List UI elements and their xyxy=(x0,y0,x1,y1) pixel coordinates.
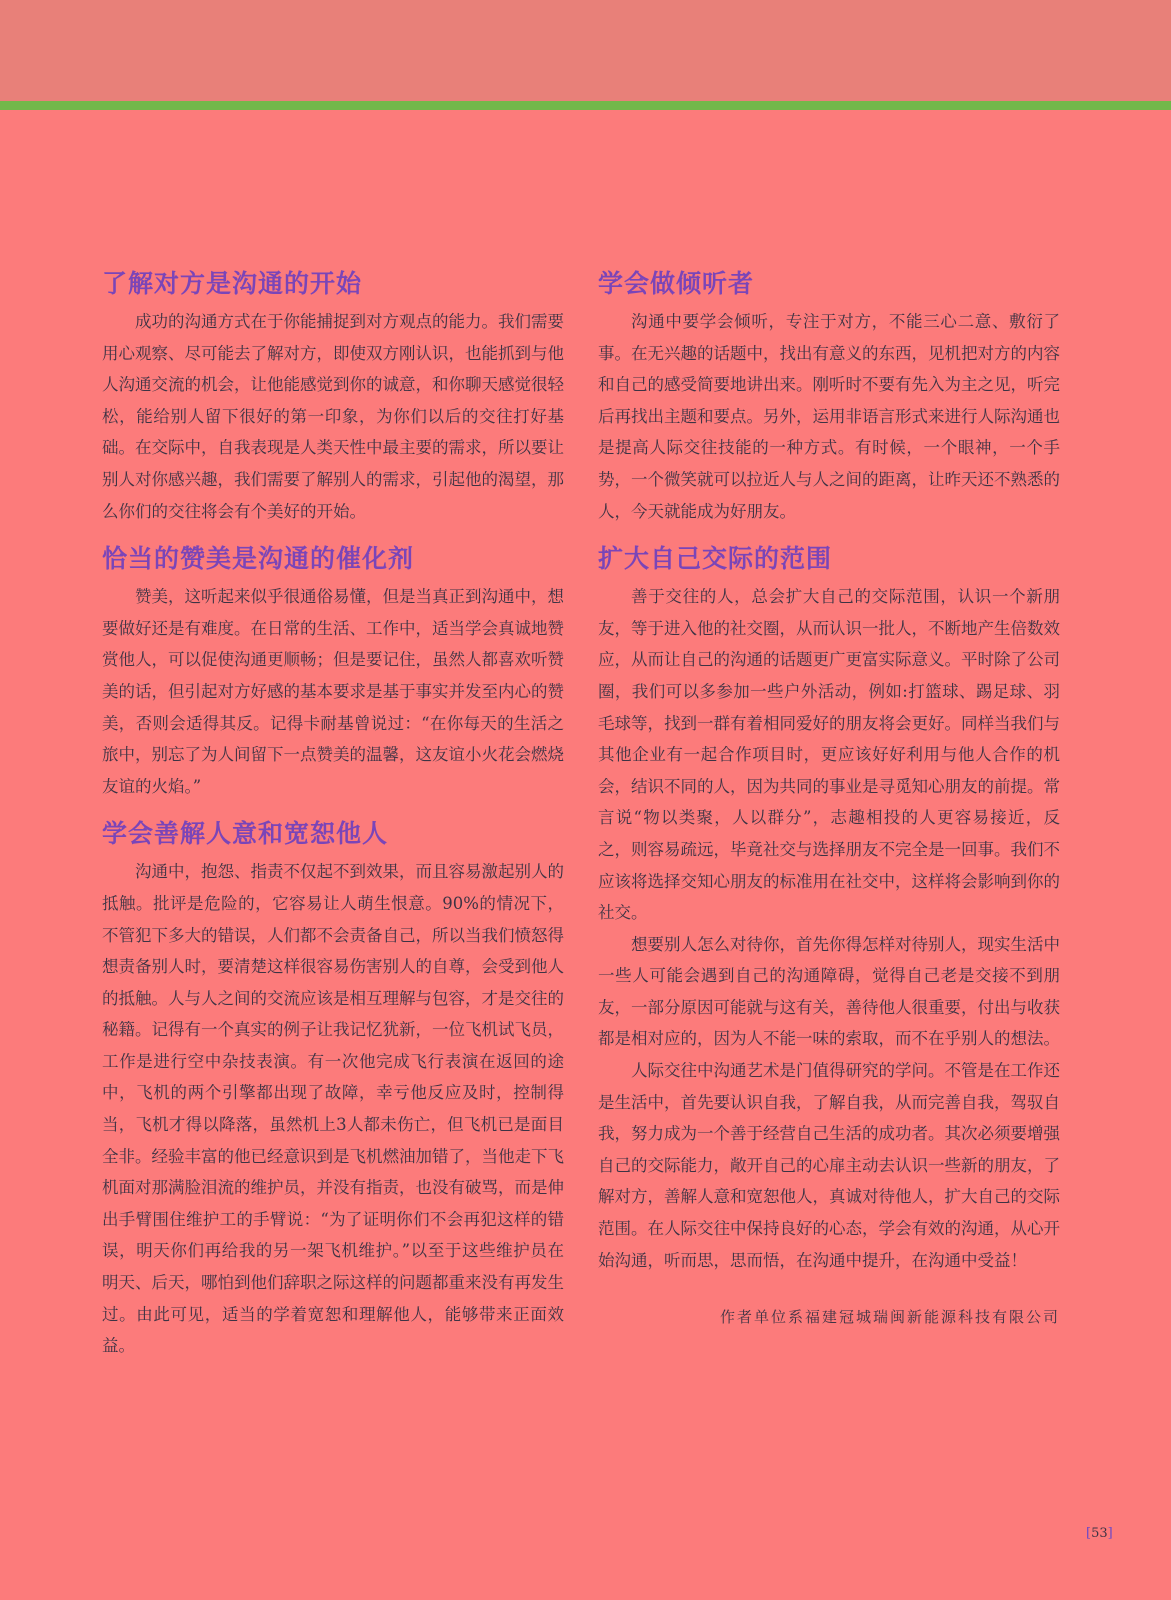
page-number xyxy=(1086,1526,1113,1541)
section-paragraph: 成功的沟通方式在于你能捕捉到对方观点的能力。我们需要用心观察、尽可能去了解对方，即使双方刚认识，也能抓到与他人沟通交流的机会，让他能感觉到你的诚意，和你聊天感觉很轻松，能给别人留下很好的第一印象，为你们以后的交往打好基础。在交际中，自我表现是人类天性中最主要的需求，所以要让别人对你感兴趣，我们需要了解别人的需求，引起他的渴望，那么你们的交往将会有个美好的开始。 xyxy=(102,312,564,521)
header-rule xyxy=(0,101,1171,110)
section-heading: 扩大自己交际的范围 xyxy=(598,544,833,574)
section-heading: 了解对方是沟通的开始 xyxy=(102,269,363,298)
page-number-bracket-right: ] xyxy=(1107,1526,1113,1541)
section-paragraph: 想要别人怎么对待你，首先你得怎样对待别人，现实生活中一些人可能会遇到自己的沟通障碍，觉得自己老是交接不到朋友，一部分原因可能就与这有关，善待他人很重要，付出与收获都是相对应的，因为人不能一味的索取，而不在乎别人的想法。 xyxy=(598,934,1060,1049)
page-number-value: 53 xyxy=(1091,1526,1108,1541)
section-heading: 恰当的赞美是沟通的催化剂 xyxy=(102,544,415,574)
left-column xyxy=(102,266,564,1376)
section-paragraph: 人际交往中沟通艺术是门值得研究的学问。不管是在工作还是生活中，首先要认识自我，了解自我，从而完善自我，驾驭自我，努力成为一个善于经营自己生活的成功者。其次必须要增强自己的交际能力，敞开自己的心扉主动去认识一些新的朋友，了解对方，善解人意和宽恕他人，真诚对待他人，扩大自己的交际范围。在人际交往中保持良好的心态，学会有效的沟通，从心开始沟通，听而思，思而悟，在沟通中提升，在沟通中受益！ xyxy=(598,1061,1060,1270)
section-paragraph: 沟通中，抱怨、指责不仅起不到效果，而且容易激起别人的抵触。批评是危险的，它容易让人萌生恨意。90%的情况下，不管犯下多大的错误，人们都不会责备自己，所以当我们愤怒得想责备别人时，要清楚这样很容易伤害别人的自尊，会受到他人的抵触。人与人之间的交流应该是相互理解与包容，才是交往的秘籍。记得有一个真实的例子让我记忆犹新，一位飞机试飞员，工作是进行空中杂技表演。有一次他完成飞行表演在返回的途中，飞机的两个引擎都出现了故障，幸亏他反应及时，控制得当，飞机才得以降落，虽然机上3人都未伤亡，但飞机已是面目全非。经验丰富的他已经意识到是飞机燃油加错了，当他走下飞机面对那满脸泪流的维护员，并没有指责，也没有破骂，而是伸出手臂围住维护工的手臂说：“为了证明你们不会再犯这样的错误，明天你们再给我的另一架飞机维护。”以至于这些维护员在明天、后天，哪怕到他们辞职之际这样的问题都重来没有再发生过。由此可见，适当的学着宽恕和理解他人，能够带来正面效益。 xyxy=(102,862,564,1356)
right-column xyxy=(598,266,1060,1327)
section-heading: 学会做倾听者 xyxy=(598,269,755,298)
section-understand-others xyxy=(102,266,564,527)
author-affiliation: 作者单位系福建冠城瑞闽新能源科技有限公司 xyxy=(719,1308,1060,1327)
section-listen xyxy=(598,266,1060,527)
header-band xyxy=(0,0,1171,101)
section-forgive xyxy=(102,816,564,1362)
section-paragraph: 沟通中要学会倾听，专注于对方，不能三心二意、敷衍了事。在无兴趣的话题中，找出有意义的东西，见机把对方的内容和自己的感受简要地讲出来。刚听时不要有先入为主之见，听完后再找出主题和要点。另外，运用非语言形式来进行人际沟通也是提高人际交往技能的一种方式。有时候，一个眼神，一个手势，一个微笑就可以拉近人与人之间的距离，让昨天还不熟悉的人，今天就能成为好朋友。 xyxy=(598,312,1060,521)
section-paragraph: 善于交往的人，总会扩大自己的交际范围，认识一个新朋友，等于进入他的社交圈，从而认识一批人，不断地产生倍数效应，从而让自己的沟通的话题更广更富实际意义。平时除了公司圈，我们可以多参加一些户外活动，例如:打篮球、踢足球、羽毛球等，找到一群有着相同爱好的朋友将会更好。同样当我们与其他企业有一起合作项目时，更应该好好利用与他人合作的机会，结识不同的人，因为共同的事业是寻觅知心朋友的前提。常言说“物以类聚，人以群分”，志趣相投的人更容易接近，反之，则容易疏远，毕竟社交与选择朋友不完全是一回事。我们不应该将选择交知心朋友的标准用在社交中，这样将会影响到你的社交。 xyxy=(598,587,1060,923)
section-paragraph: 赞美，这听起来似乎很通俗易懂，但是当真正到沟通中，想要做好还是有难度。在日常的生活、工作中，适当学会真诚地赞赏他人，可以促使沟通更顺畅；但是要记住，虽然人都喜欢听赞美的话，但引起对方好感的基本要求是基于事实并发至内心的赞美，否则会适得其反。记得卡耐基曾说过：“在你每天的生活之旅中，别忘了为人间留下一点赞美的温馨，这友谊小火花会燃烧友谊的火焰。” xyxy=(102,587,564,796)
section-praise xyxy=(102,541,564,802)
section-expand-circle xyxy=(598,541,1060,1276)
page-number-bracket-left: [ xyxy=(1086,1526,1092,1541)
section-heading: 学会善解人意和宽恕他人 xyxy=(102,819,389,849)
